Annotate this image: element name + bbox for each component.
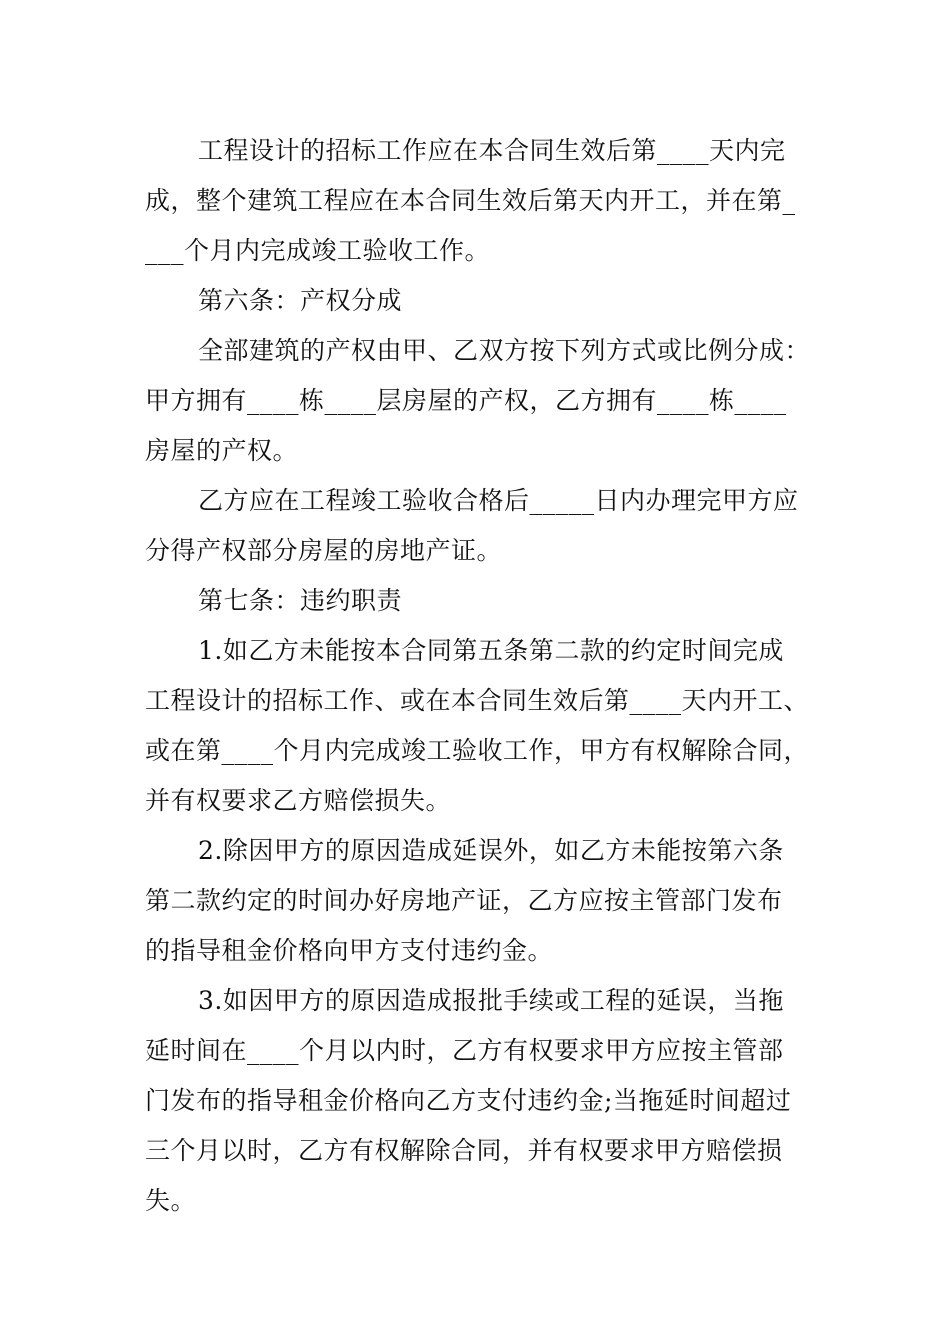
clause-3-line: 三个月以时，乙方有权解除合同，并有权要求甲方赔偿损 [145, 1136, 783, 1165]
paragraph-line: 分得产权部分房屋的房地产证。 [145, 536, 503, 565]
paragraph-line: 全部建筑的产权由甲、乙双方按下列方式或比例分成： [198, 336, 811, 365]
clause-1-line: 工程设计的招标工作、或在本合同生效后第____天内开工、 [145, 686, 810, 715]
clause-3-line: 延时间在____个月以内时，乙方有权要求甲方应按主管部 [145, 1036, 784, 1065]
paragraph-line: 甲方拥有____栋____层房屋的产权，乙方拥有____栋____ [145, 386, 787, 415]
paragraph-line: 房屋的产权。 [145, 436, 299, 465]
section-heading-article-7: 第七条：违约职责 [198, 586, 403, 615]
clause-1-line: 或在第____个月内完成竣工验收工作，甲方有权解除合同， [145, 736, 810, 765]
clause-3-line: 门发布的指导租金价格向乙方支付违约金;当拖延时间超过 [145, 1086, 792, 1115]
paragraph-line: ___个月内完成竣工验收工作。 [145, 236, 491, 265]
section-heading-article-6: 第六条：产权分成 [198, 286, 403, 315]
clause-2-line: 的指导租金价格向甲方支付违约金。 [145, 936, 554, 965]
clause-3-line: 3.如因甲方的原因造成报批手续或工程的延误，当拖 [198, 986, 784, 1015]
clause-1-line: 1.如乙方未能按本合同第五条第二款的约定时间完成 [198, 636, 784, 665]
paragraph-line: 成，整个建筑工程应在本合同生效后第天内开工，并在第_ [145, 186, 796, 215]
paragraph-line: 乙方应在工程竣工验收合格后_____日内办理完甲方应 [198, 486, 799, 515]
clause-1-line: 并有权要求乙方赔偿损失。 [145, 786, 452, 815]
clause-3-line: 失。 [145, 1186, 197, 1215]
clause-2-line: 2.除因甲方的原因造成延误外，如乙方未能按第六条 [198, 836, 784, 865]
clause-2-line: 第二款约定的时间办好房地产证，乙方应按主管部门发布 [145, 886, 783, 915]
paragraph-line: 工程设计的招标工作应在本合同生效后第____天内完 [198, 136, 786, 165]
